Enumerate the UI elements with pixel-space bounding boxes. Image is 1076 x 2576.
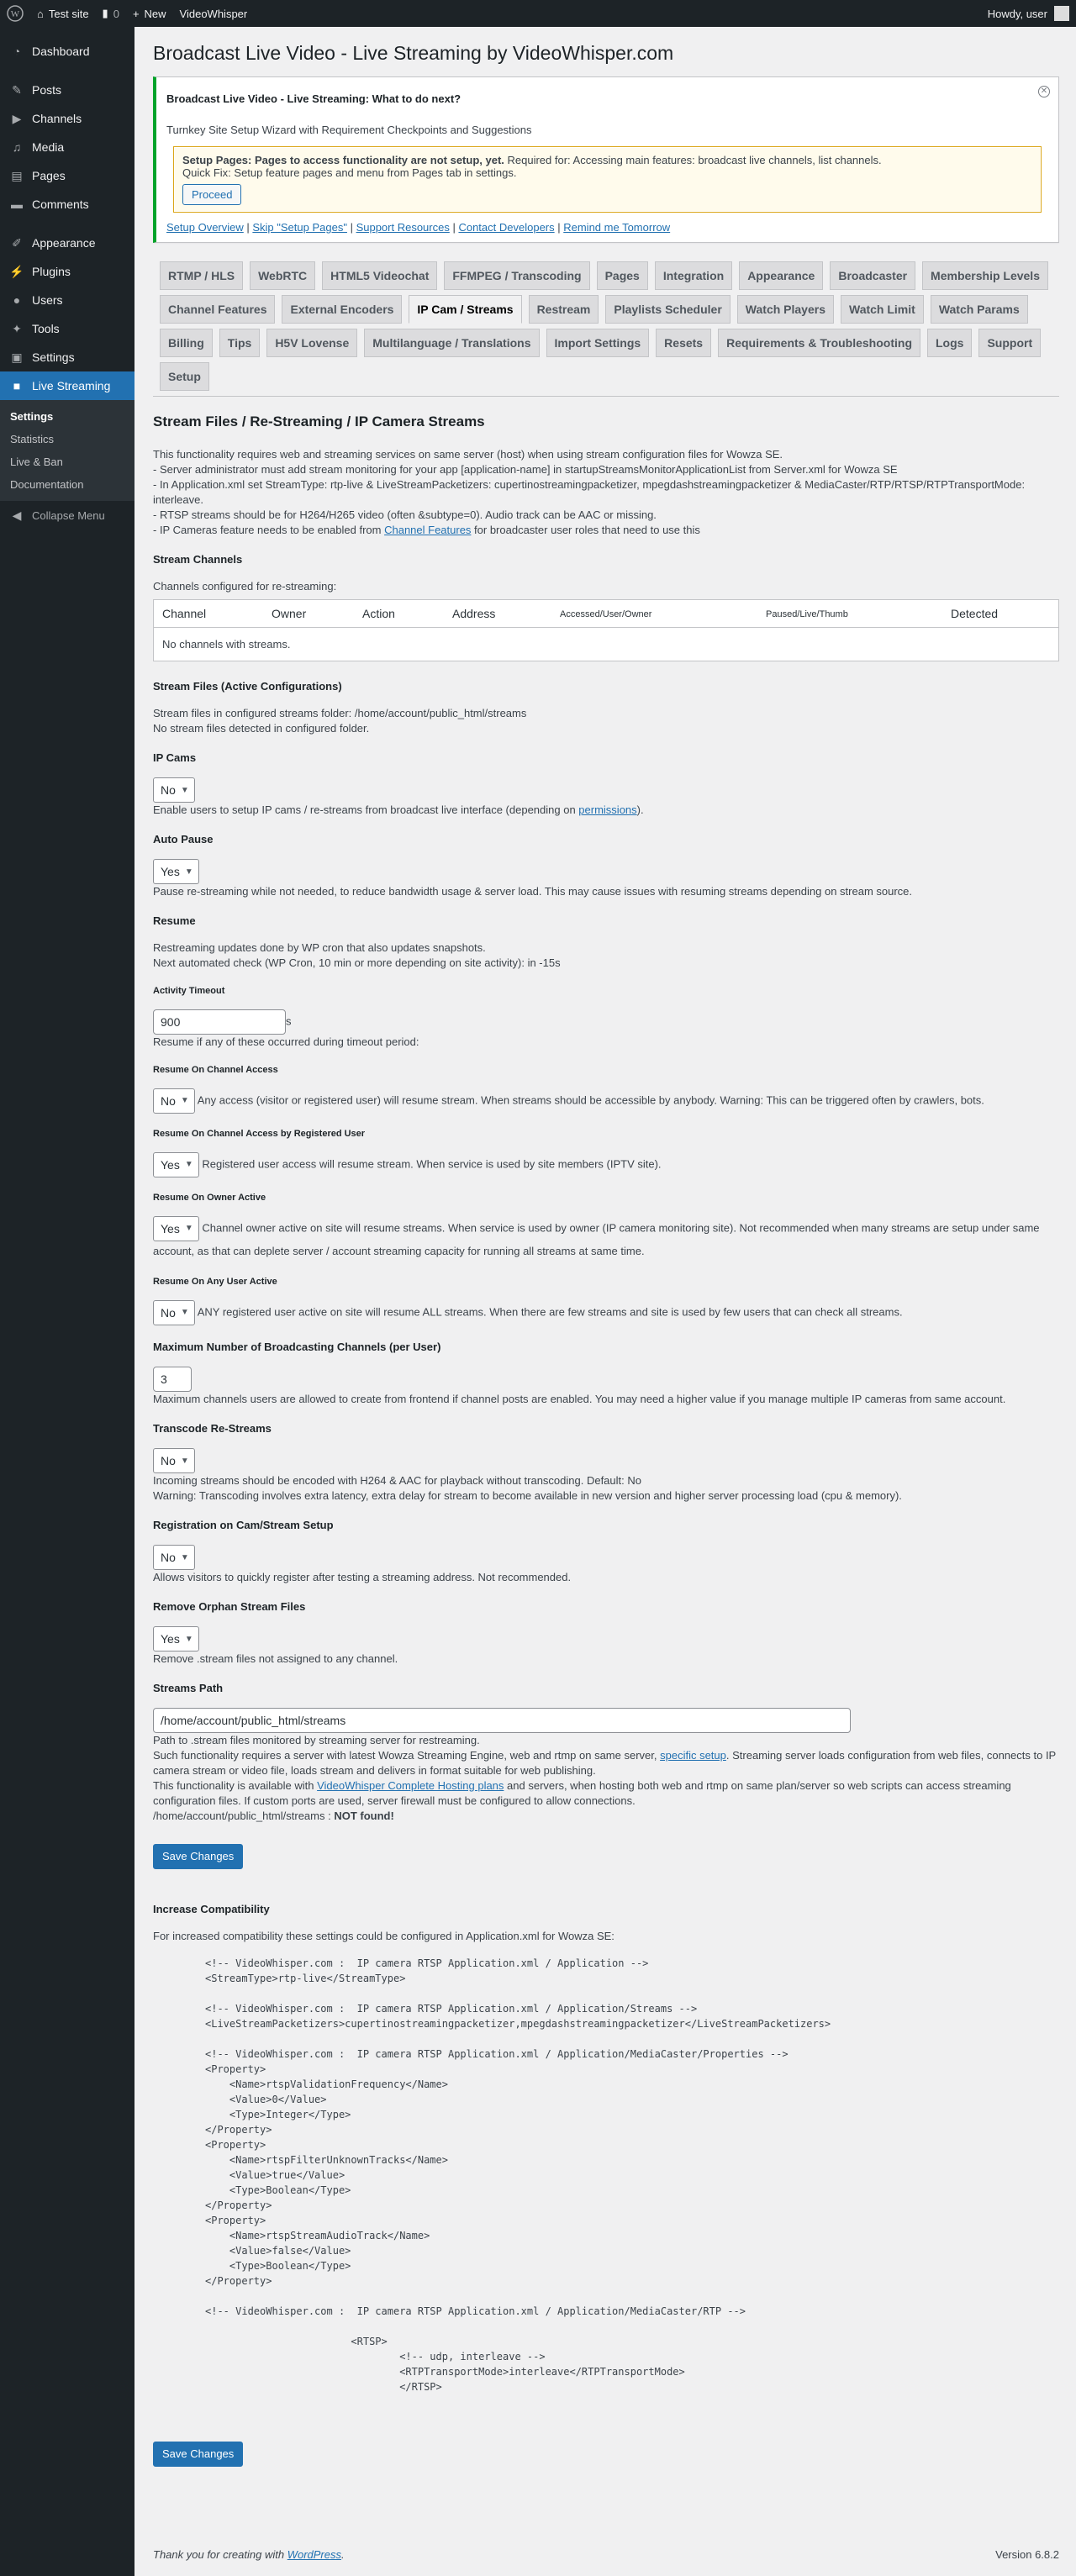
table-empty-row: No channels with streams. [162,638,291,651]
tab-billing[interactable]: Billing [160,329,213,357]
menu-label: Dashboard [32,45,90,58]
submenu-documentation[interactable]: Documentation [10,478,84,491]
chevron-down-icon: ▼ [180,785,189,795]
menu-media[interactable] [0,133,134,161]
notice-subtitle: Turnkey Site Setup Wizard with Requirement Checkpoints and Suggestions [166,124,532,136]
tab-rtmp-hls[interactable]: RTMP / HLS [160,261,243,290]
channel-access-heading: Resume On Channel Access [153,1065,278,1075]
col-paused: Paused/Live/Thumb [766,609,848,619]
tab-pages[interactable]: Pages [597,261,648,290]
notice-links: Setup Overview | Skip "Setup Pages" | Support Resources | Contact Developers | Remind me Tomorrow [166,221,671,234]
my-account[interactable] [988,6,1076,21]
home-icon: ⌂ [37,7,44,20]
tab-logs[interactable]: Logs [927,329,972,357]
owner-active-heading: Resume On Owner Active [153,1193,266,1203]
tab-channel-features[interactable]: Channel Features [160,295,275,324]
menu-comments[interactable] [0,190,134,219]
menu-label: Live Streaming [32,379,111,392]
chevron-down-icon: ▼ [180,1456,189,1466]
menu-label: Pages [32,169,66,182]
tab-resets[interactable]: Resets [656,329,711,357]
avatar [1054,6,1069,21]
menu-label: Comments [32,198,89,211]
tab-watch-players[interactable]: Watch Players [737,295,834,324]
max-channels-input[interactable]: 3 [153,1367,192,1392]
tab-multilanguage-translations[interactable]: Multilanguage / Translations [364,329,539,357]
path-text: . Streaming server loads configuration from web files, connects to IP camera stream or video file, loads stream and delivers in format suitable for web publishing. [153,1749,1056,1777]
resume-line: Next automated check (WP Cron, 10 min or more depending on site activity): in -15s [153,956,561,969]
transcode-heading: Transcode Re-Streams [153,1422,272,1435]
channel-access-desc: Any access (visitor or registered user) will resume stream. When streams should be accessible by anybody. Warning: This can be triggered often by crawlers, bots. [197,1093,984,1107]
comments-link[interactable] [96,0,126,27]
streams-path-line: Path to .stream files monitored by streaming server for restreaming. [153,1734,480,1746]
menu-live-streaming[interactable] [0,371,134,400]
path-text: /home/account/public_html/streams : [153,1810,335,1822]
hosting-plans-link[interactable]: VideoWhisper Complete Hosting plans [317,1779,504,1792]
videowhisper-label: VideoWhisper [179,7,248,20]
remind-tomorrow-link[interactable]: Remind me Tomorrow [563,221,671,234]
activity-timeout-input[interactable]: 900 [153,1009,286,1035]
menu-label: Users [32,293,63,307]
menu-dashboard[interactable] [0,37,134,66]
comments-count: 0 [113,7,119,20]
howdy-label: Howdy, user [987,7,1047,20]
col-owner: Owner [272,607,307,620]
stream-files-line: No stream files detected in configured folder. [153,722,370,735]
select-value: No [161,1094,176,1108]
intro-line: - RTSP streams should be for H264/H265 video (often &subtype=0). Audio track can be AAC or missing. [153,508,657,521]
intro-text: - IP Cameras feature needs to be enabled from [153,524,385,536]
new-content-link[interactable] [126,0,173,27]
streams-path-input[interactable]: /home/account/public_html/streams [153,1708,851,1733]
skip-setup-pages-link[interactable]: Skip "Setup Pages" [252,221,347,234]
intro-line: This functionality requires web and streaming services on same server (host) when using stream configuration files for Wowza SE. [153,448,783,461]
registered-access-desc: Registered user access will resume stream. When service is used by site members (IPTV site). [202,1157,662,1171]
streams-path-line [153,1778,1059,1809]
intro-line: - Server administrator must add stream monitoring for your app [application-name] in startupStreamsMonitorApplicationList from Server.xml for Wowza SE [153,463,898,476]
ipcams-desc [153,803,1059,818]
specific-setup-link[interactable]: specific setup [660,1749,726,1762]
select-value: No [161,1454,176,1467]
registration-desc: Allows visitors to quickly register after testing a streaming address. Not recommended. [153,1571,572,1583]
support-resources-link[interactable]: Support Resources [356,221,450,234]
ipcams-heading: IP Cams [153,751,197,764]
orphan-select[interactable] [153,1626,199,1651]
chevron-down-icon: ▼ [184,1224,193,1233]
compat-heading: Increase Compatibility [153,1903,270,1915]
menu-channels[interactable] [0,104,134,133]
owner-active-select[interactable] [153,1216,199,1241]
max-channels-desc: Maximum channels users are allowed to create from frontend if channel posts are enabled. You may need a higher value if you manage multiple IP cameras from same account. [153,1393,1006,1405]
admin-footer [153,2548,1059,2561]
desc-text: Enable users to setup IP cams / re-streams from broadcast live interface (depending on [153,803,579,816]
video-icon: ■ [13,379,21,392]
setup-pages-box [173,146,1042,213]
media-icon: ♫ [12,140,22,154]
permissions-link[interactable]: permissions [578,803,637,816]
col-accessed: Accessed/User/Owner [560,609,652,619]
tab-external-encoders[interactable]: External Encoders [282,295,402,324]
timeout-unit: s [286,1014,292,1028]
transcode-line: Incoming streams should be encoded with H264 & AAC for playback without transcoding. Default: No [153,1474,641,1487]
col-action: Action [362,607,395,620]
tab-restream[interactable]: Restream [529,295,599,324]
menu-label: Settings [32,350,75,364]
live-streaming-submenu [0,400,134,501]
tab-membership-levels[interactable]: Membership Levels [922,261,1048,290]
tools-icon: ✦ [12,321,22,335]
owner-active-desc: Channel owner active on site will resume streams. When service is used by owner (IP camera monitoring site). Not recommended when many streams are setup under same account, as that can deplete server / account streaming capacity for running all streams at same time. [153,1221,1040,1257]
comments-icon: ▬ [11,198,23,211]
contact-developers-link[interactable]: Contact Developers [458,221,555,234]
footer-text: Thank you for creating with [153,2548,287,2561]
main-content [153,27,1059,2467]
setup-pages-desc: Required for: Accessing main features: broadcast live channels, list channels. [504,154,882,166]
orphan-desc: Remove .stream files not assigned to any channel. [153,1652,398,1665]
stream-files-line: Stream files in configured streams folder: /home/account/public_html/streams [153,707,527,719]
admin-sidebar [0,27,134,2576]
settings-tabs [153,261,1059,397]
menu-pages[interactable] [0,161,134,190]
wordpress-link[interactable]: WordPress [287,2548,341,2561]
streams-path-status [153,1809,1059,1824]
channel-features-link[interactable]: Channel Features [384,524,472,536]
save-changes-button[interactable]: Save Changes [153,1844,243,1869]
stream-channels-heading: Stream Channels [153,553,243,566]
any-user-select[interactable] [153,1300,195,1325]
menu-users[interactable] [0,286,134,314]
tab-requirements-troubleshooting[interactable]: Requirements & Troubleshooting [718,329,920,357]
menu-label: Channels [32,112,82,125]
collapse-label: Collapse Menu [32,508,105,522]
chevron-down-icon: ▼ [180,1308,189,1317]
select-value: Yes [161,1632,180,1646]
site-name-label: Test site [48,7,89,20]
tab-support[interactable]: Support [978,329,1041,357]
appearance-icon: ✐ [12,235,22,250]
menu-settings[interactable] [0,343,134,371]
menu-label: Media [32,140,65,154]
new-label: New [144,7,166,20]
chevron-down-icon: ▼ [180,1552,189,1562]
desc-text: ). [636,803,644,816]
channel-access-select[interactable] [153,1088,195,1114]
menu-plugins[interactable] [0,257,134,286]
site-name-link[interactable] [30,0,96,27]
transcode-select[interactable] [153,1448,195,1473]
dashboard-icon: ◔ [13,45,21,58]
col-detected: Detected [951,607,999,620]
footer-text: . [341,2548,345,2561]
col-address: Address [452,607,496,620]
proceed-button[interactable]: Proceed [182,184,241,205]
stream-channels-table [153,599,1059,661]
autopause-desc: Pause re-streaming while not needed, to reduce bandwidth usage & server load. This may cause issues with resuming streams depending on stream source. [153,885,913,898]
dismiss-icon[interactable]: ✕ [1038,86,1050,97]
orphan-heading: Remove Orphan Stream Files [153,1600,306,1613]
intro-line [153,523,1059,538]
registration-select[interactable] [153,1545,195,1570]
collapse-menu-button[interactable] [0,501,134,529]
submenu-settings[interactable]: Settings [10,410,54,423]
setup-overview-link[interactable]: Setup Overview [166,221,244,234]
plus-icon: + [132,7,140,20]
timeout-desc: Resume if any of these occurred during timeout period: [153,1035,419,1048]
col-channel: Channel [162,607,207,620]
tab-appearance[interactable]: Appearance [739,261,823,290]
tab-watch-limit[interactable]: Watch Limit [841,295,924,324]
menu-label: Tools [32,322,60,335]
channels-icon: ▶ [12,111,22,125]
admin-bar [0,0,1076,27]
tab-html5-videochat[interactable]: HTML5 Videochat [322,261,437,290]
path-text: This functionality is available with [153,1779,318,1792]
tab-ip-cam-streams[interactable]: IP Cam / Streams [409,295,521,324]
autopause-heading: Auto Pause [153,833,214,845]
registered-access-select[interactable] [153,1152,199,1177]
collapse-icon: ◀ [12,508,22,522]
videowhisper-link[interactable] [173,0,255,27]
section-title: Stream Files / Re-Streaming / IP Camera Streams [153,414,485,429]
tab-setup[interactable]: Setup [160,362,209,391]
tab-broadcaster[interactable]: Broadcaster [830,261,915,290]
tab-playlists-scheduler[interactable]: Playlists Scheduler [605,295,730,324]
page-title: Broadcast Live Video - Live Streaming by VideoWhisper.com [153,42,674,64]
registration-heading: Registration on Cam/Stream Setup [153,1519,334,1531]
path-text: Such functionality requires a server with latest Wowza Streaming Engine, web and rtmp on same server, [153,1749,661,1762]
chevron-down-icon: ▼ [184,867,193,877]
users-icon: ● [13,293,21,307]
registered-access-heading: Resume On Channel Access by Registered User [153,1129,366,1139]
setup-notice [153,76,1059,243]
menu-label: Posts [32,83,62,97]
select-value: Yes [161,1222,180,1235]
pages-icon: ▤ [11,168,23,182]
tab-import-settings[interactable]: Import Settings [546,329,650,357]
section-intro [153,447,1059,538]
stream-channels-desc: Channels configured for re-streaming: [153,580,337,593]
comment-bubble-icon: ▮ [102,7,108,19]
table-header [154,600,1058,628]
intro-line: - In Application.xml set StreamType: rtp-live & LiveStreamPacketizers: cupertinostreamingpacketizer, mpegdashstreamingpacketizer & MediaCaster/RTP/RTSP/RTPTransportMode: interleave. [153,478,1026,506]
save-changes-button-bottom[interactable]: Save Changes [153,2442,243,2467]
compat-code: <!-- VideoWhisper.com : IP camera RTSP Application.xml / Application --> <StreamType>rtp-live</StreamType> <!-- VideoWhisper.com : IP camera RTSP Application.xml / Application/Streams --> <LiveStreamPacketizers>cupertinostreamingpacketizer,mpegdashstreamingpacketizer</LiveStreamPacketizers> <!-- VideoWhisper.com : IP camera RTSP Application.xml / Application/MediaCaster/Properties --> <Property> <Name>rtspValidationFrequency</Name> <Value>0</Value> <Type>Integer</Type> </Property> <Property> <Name>rtspFilterUnknownTracks</Name> <Value>true</Value> <Type>Boolean</Type> </Property> <Property> <Name>rtspStreamAudioTrack</Name> <Value>false</Value> <Type>Boolean</Type> </Property> <!-- VideoWhisper.com : IP camera RTSP Application.xml / Application/MediaCaster/RTP --> <RTSP> <!-- udp, interleave --> <RTPTransportMode>interleave</RTPTransportMode> </RTSP> [205,1957,831,2393]
chevron-down-icon: ▼ [184,1160,193,1169]
tab-tips[interactable]: Tips [219,329,261,357]
select-value: No [161,1551,176,1564]
select-value: Yes [161,865,180,878]
menu-label: Appearance [32,236,96,250]
compat-desc: For increased compatibility these settings could be configured in Application.xml for Wowza SE: [153,1930,614,1942]
select-value: Yes [161,1158,180,1172]
timeout-heading: Activity Timeout [153,986,225,996]
submenu-live-ban[interactable]: Live & Ban [10,456,63,468]
chevron-down-icon: ▼ [180,1096,189,1105]
select-value: No [161,1306,176,1320]
max-channels-heading: Maximum Number of Broadcasting Channels (per User) [153,1341,441,1353]
tab-webrtc[interactable]: WebRTC [250,261,315,290]
transcode-line: Warning: Transcoding involves extra latency, extra delay for stream to become available in new version and higher server processing load (cpu & memory). [153,1489,902,1502]
posts-icon: ✎ [12,82,22,97]
any-user-heading: Resume On Any User Active [153,1277,277,1287]
menu-posts[interactable] [0,76,134,104]
menu-label: Plugins [32,265,71,278]
quick-fix-text: Quick Fix: Setup feature pages and menu from Pages tab in settings. [182,166,517,179]
tab-integration[interactable]: Integration [655,261,732,290]
ipcams-select[interactable] [153,777,195,803]
streams-path-heading: Streams Path [153,1682,224,1694]
select-value: No [161,783,176,797]
tab-ffmpeg-transcoding[interactable]: FFMPEG / Transcoding [444,261,589,290]
menu-appearance[interactable] [0,229,134,257]
footer-thanks [153,2548,345,2561]
not-found-text: NOT found! [334,1810,394,1822]
submenu-statistics[interactable]: Statistics [10,433,55,445]
intro-text: for broadcaster user roles that need to use this [471,524,700,536]
autopause-select[interactable] [153,859,199,884]
tab-watch-params[interactable]: Watch Params [931,295,1028,324]
setup-pages-bold: Setup Pages: Pages to access functionality are not setup, yet. [182,154,504,166]
footer-version: Version 6.8.2 [995,2548,1059,2561]
streams-path-line [153,1748,1059,1778]
notice-title: Broadcast Live Video - Live Streaming: What to do next? [166,92,462,105]
tab-h5v-lovense[interactable]: H5V Lovense [266,329,357,357]
stream-files-heading: Stream Files (Active Configurations) [153,680,342,693]
svg-text:W: W [10,9,20,19]
path-text: and servers, when hosting both web and rtmp on same plan/server so web scripts can access streaming configuration files. If custom ports are used, server firewall must be configured to allow connections. [153,1779,1011,1807]
plugins-icon: ⚡ [9,264,24,278]
menu-tools[interactable] [0,314,134,343]
settings-icon: ▣ [11,350,23,364]
any-user-desc: ANY registered user active on site will resume ALL streams. When there are few streams and site is used by few users that can check all streams. [197,1305,903,1319]
chevron-down-icon: ▼ [184,1634,193,1644]
wordpress-logo-icon[interactable] [0,0,30,27]
resume-heading: Resume [153,914,196,927]
resume-line: Restreaming updates done by WP cron that also updates snapshots. [153,941,486,954]
